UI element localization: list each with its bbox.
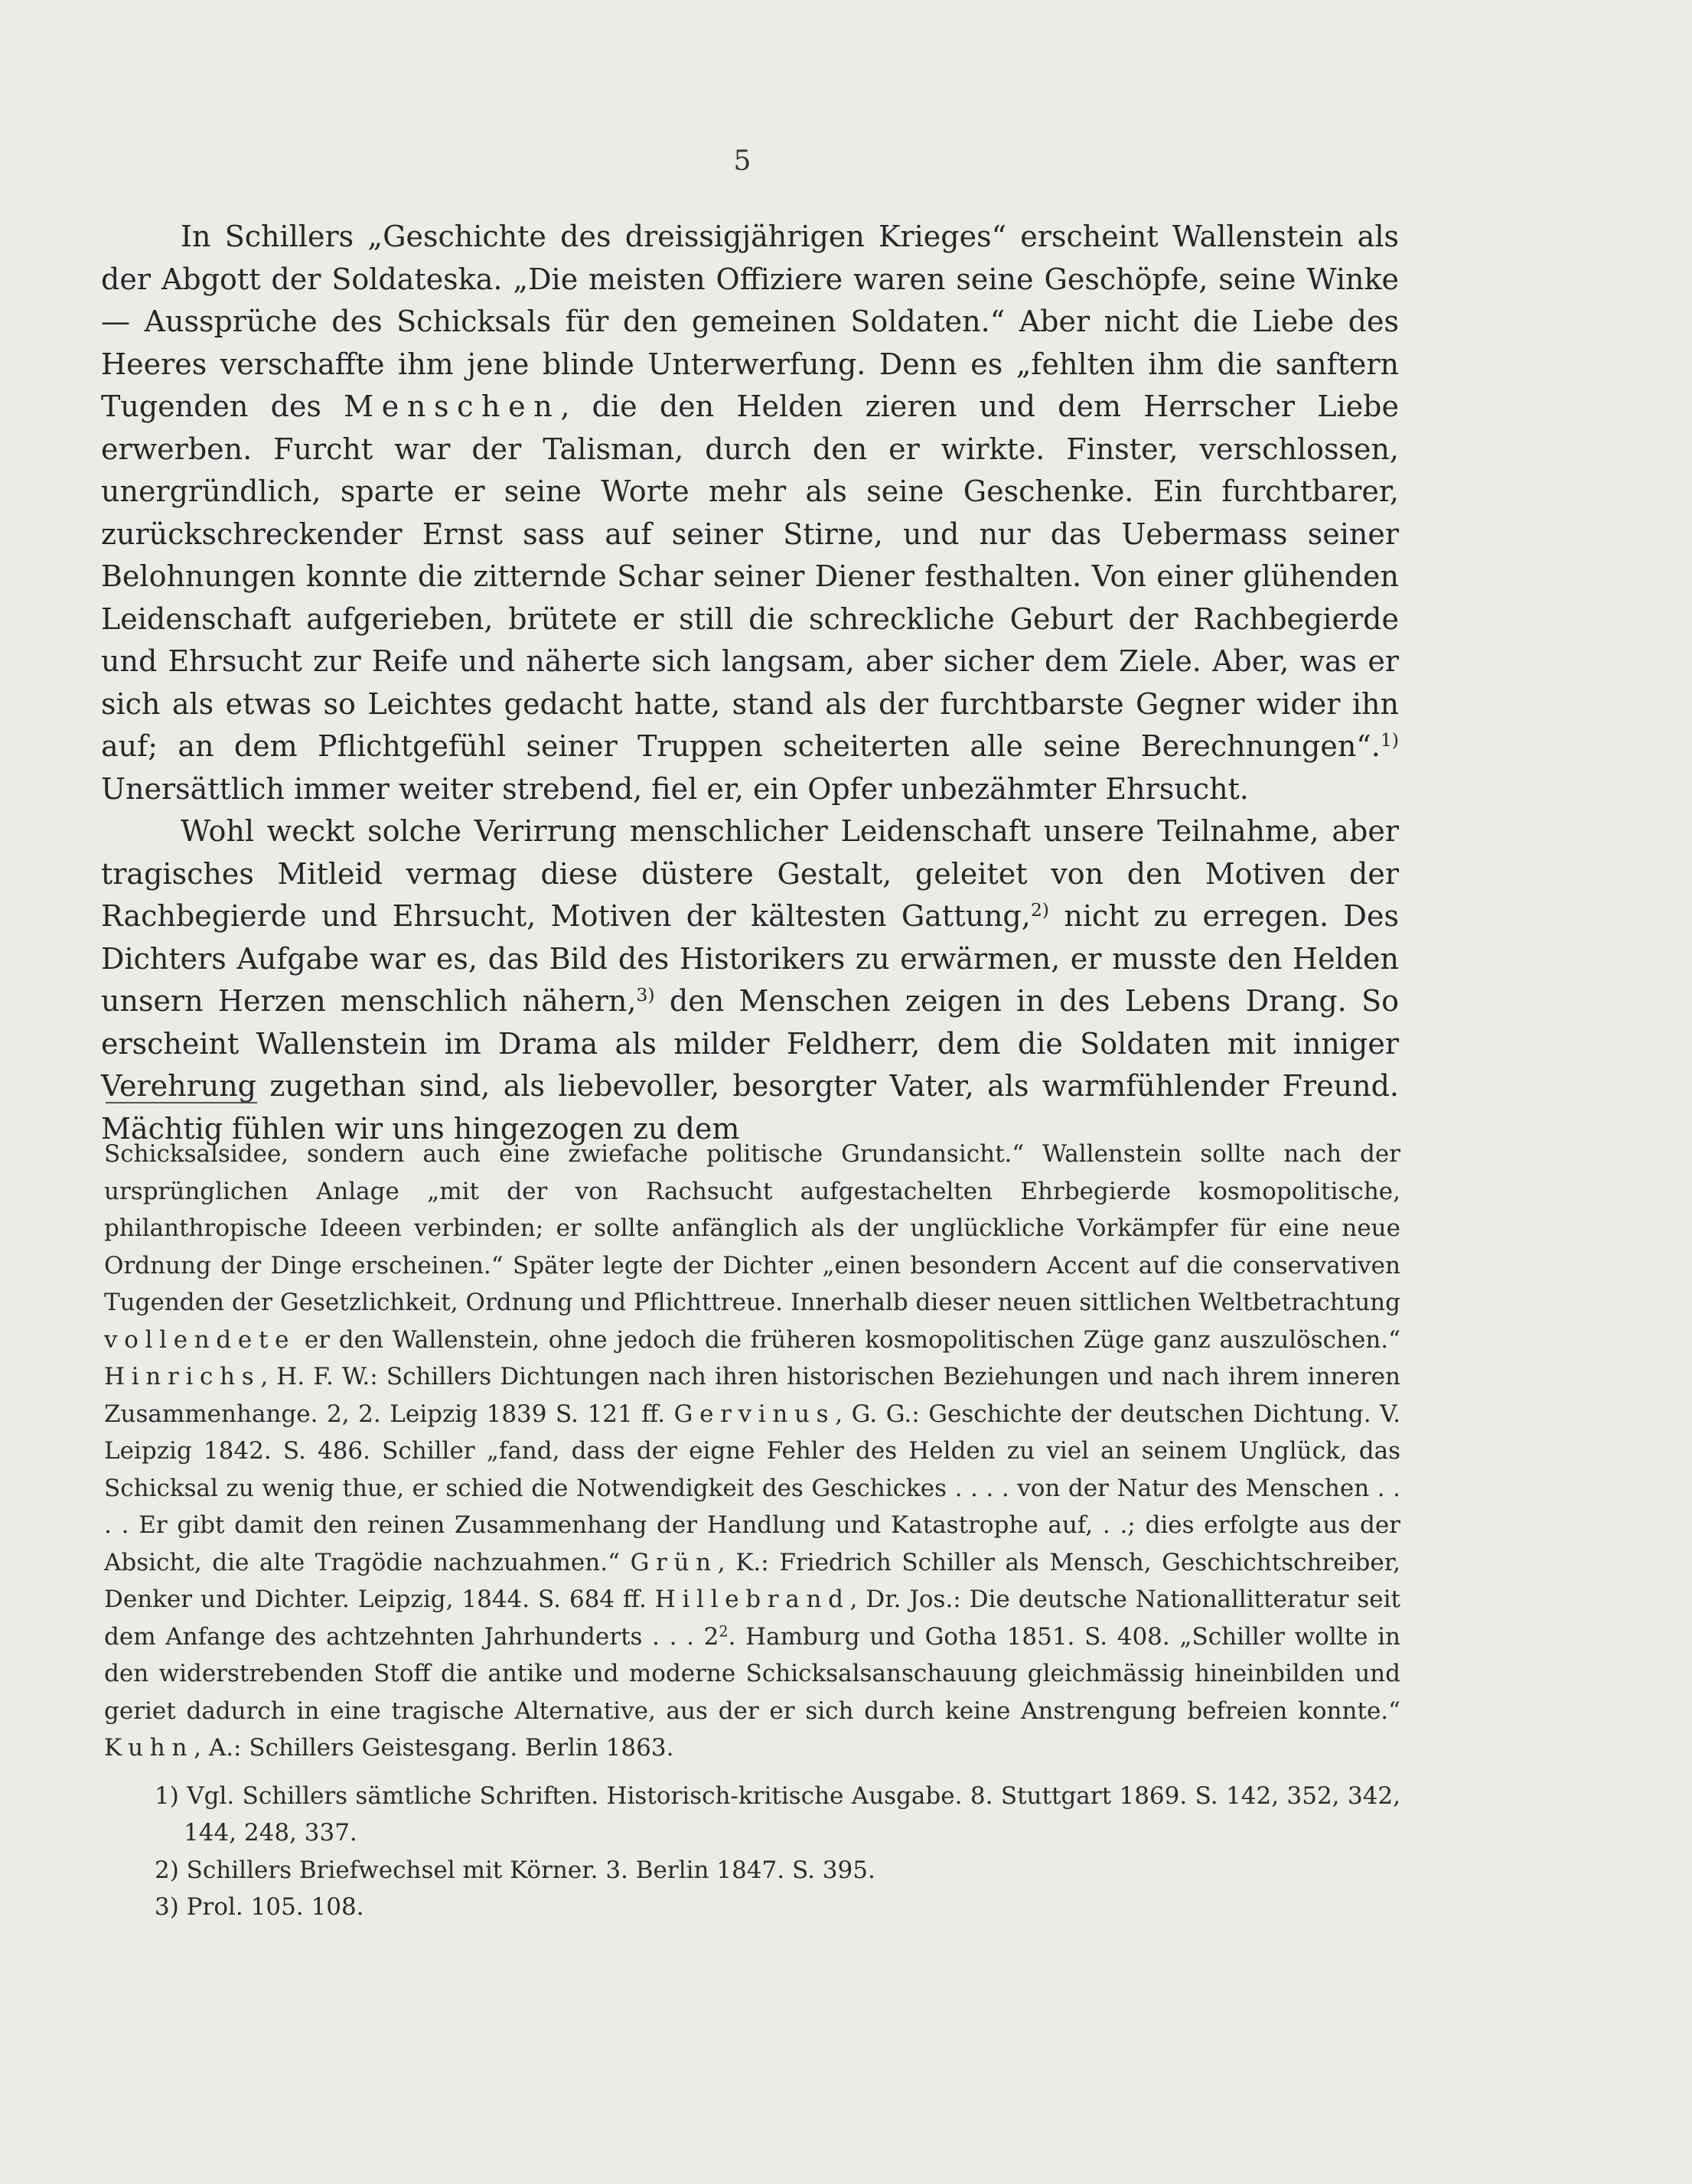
text-run: . Hamburg und Gotha 1851. S. 408. „Schiller wollte in den widerstrebenden Stoff die antike und moderne Schicksalsanschauung gleichmässig hineinbilden und geriet dadurch in eine tragische Alternative, aus der er sich durch keine Anstrengung befreien konnte.“ [104, 1622, 1401, 1725]
emphasized-word: vollendete [104, 1325, 296, 1354]
author-name: Grün [630, 1548, 718, 1576]
footnote-continuation [104, 1136, 1400, 1767]
body-paragraph [101, 810, 1399, 1150]
text-run: nicht zu erregen. Des Dichters Aufgabe war es, das Bild des Historikers zu erwärmen, er musste den Helden unsern Herzen menschlich nähern, [101, 899, 1399, 1018]
footnote-ref: 1) [1380, 729, 1399, 751]
text-run: Wohl weckt solche Verirrung menschlicher Leidenschaft unsere Teilnahme, aber tragisches Mitleid vermag diese düstere Gestalt, geleitet von den Motiven der Rachbegierde und Ehrsucht, Motiven der kältesten Gattung, [101, 814, 1399, 933]
author-name: Hinrichs [104, 1363, 261, 1390]
text-run: Schicksalsidee, sondern auch eine zwiefache politische Grundansicht.“ Wallenstein sollte nach der ursprünglichen Anlage „mit der von Rachsucht aufgestachelten Ehrbegierde kosmopolitische, philanthropische Ideeen verbinden; er sollte anfänglich als der unglückliche Vorkämpfer für eine neue Ordnung der Dinge erscheinen.“ Später legte der Dichter „einen besondern Accent auf die conservativen Tugenden der Gesetzlichkeit, Ordnung und Pflichttreue. Innerhalb dieser neuen sittlichen Weltbetrachtung [104, 1140, 1400, 1316]
main-text [101, 216, 1399, 1150]
body-paragraph [101, 216, 1399, 810]
text-run: , A.: Schillers Geistesgang. Berlin 1863. [194, 1734, 674, 1762]
footnotes-section [104, 1136, 1400, 1926]
author-name: Kuhn [104, 1734, 194, 1762]
author-name: Gervinus [673, 1400, 836, 1428]
edition-superscript: 2 [719, 1622, 729, 1640]
text-run: , G. G.: Geschichte der deutschen Dichtung. V. Leipzig 1842. S. 486. Schiller „fand, dass der eigne Fehler des Helden zu viel an seinem Unglück, das Schicksal zu wenig thue, er schied die Notwendigkeit des Geschickes . . . . von der Natur des Menschen . . . . Er gibt damit den reinen Zusammenhang der Handlung und Katastrophe auf, . .; dies erfolgte aus der Absicht, die alte Tragödie nachzuahmen.“ [104, 1400, 1401, 1576]
footnote-2: 2) Schillers Briefwechsel mit Körner. 3. Berlin 1847. S. 395. [155, 1856, 875, 1884]
author-name: Hillebrand [654, 1586, 850, 1613]
text-run: , H. F. W.: Schillers Dichtungen nach ihren historischen Beziehungen und nach ihrem inneren Zusammenhange. 2, 2. Leipzig 1839 S. 121 ff. [104, 1363, 1400, 1428]
footnote-3: 3) Prol. 105. 108. [155, 1893, 364, 1921]
text-run: , K.: Friedrich Schiller als Mensch, Geschichtschreiber, Denker und Dichter. Leipzig, 1844. S. 684 ff. [104, 1548, 1400, 1613]
footnote-separator [106, 1102, 257, 1103]
text-run: Unersättlich immer weiter strebend, fiel er, ein Opfer unbezähmter Ehrsucht. [101, 771, 1249, 806]
text-run: , die den Helden zieren und dem Herrscher Liebe erwerben. Furcht war der Talisman, durch den er wirkte. Finster, verschlossen, unergründlich, sparte er seine Worte mehr als seine Geschenke. Ein furchtbarer, zurückschreckender Ernst sass auf seiner Stirne, und nur das Uebermass seiner Belohnungen konnte die zitternde Schar seiner Diener festhalten. Von einer glühenden Leidenschaft aufgerieben, brütete er still die schreckliche Geburt der Rachbegierde und Ehrsucht zur Reife und näherte sich langsam, aber sicher dem Ziele. Aber, was er sich als etwas so Leichtes gedacht hatte, stand als der furchtbarste Gegner wider ihn auf; an dem Pflichtgefühl seiner Truppen scheiterten alle seine Berechnungen“. [101, 390, 1399, 763]
footnote-1: 1) Vgl. Schillers sämtliche Schriften. Historisch-kritische Ausgabe. 8. Stuttgart 1869. S. 142, 352, 342, 144, 248, 337. [155, 1781, 1400, 1847]
footnote-list [104, 1778, 1400, 1926]
footnote-ref: 3) [636, 984, 655, 1006]
emphasized-word: Menschen [344, 390, 561, 423]
footnote-ref: 2) [1030, 899, 1049, 921]
text-run: , Dr. Jos.: Die deutsche Nationallitteratur seit dem Anfange des achtzehnten Jahrhunderts . . . 2 [104, 1586, 1400, 1651]
page-number: 5 [733, 145, 751, 177]
text-run: er den Wallenstein, ohne jedoch die früheren kosmopolitischen Züge ganz auszulöschen.“ [295, 1325, 1400, 1354]
text-run: In Schillers „Geschichte des dreissigjährigen Krieges“ erscheint Wallenstein als der Abgott der Soldateska. „Die meisten Offiziere waren seine Geschöpfe, seine Winke — Aussprüche des Schicksals für den gemeinen Soldaten.“ Aber nicht die Liebe des Heeres verschaffte ihm jene blinde Unterwerfung. Denn es „fehlten ihm die sanftern Tugenden des [101, 220, 1399, 423]
text-run: den Menschen zeigen in des Lebens Drang. So erscheint Wallenstein im Drama als milder Feldherr, dem die Soldaten mit inniger Verehrung zugethan sind, als liebevoller, besorgter Vater, als warmfühlender Freund. Mächtig fühlen wir uns hingezogen zu dem [101, 984, 1399, 1146]
